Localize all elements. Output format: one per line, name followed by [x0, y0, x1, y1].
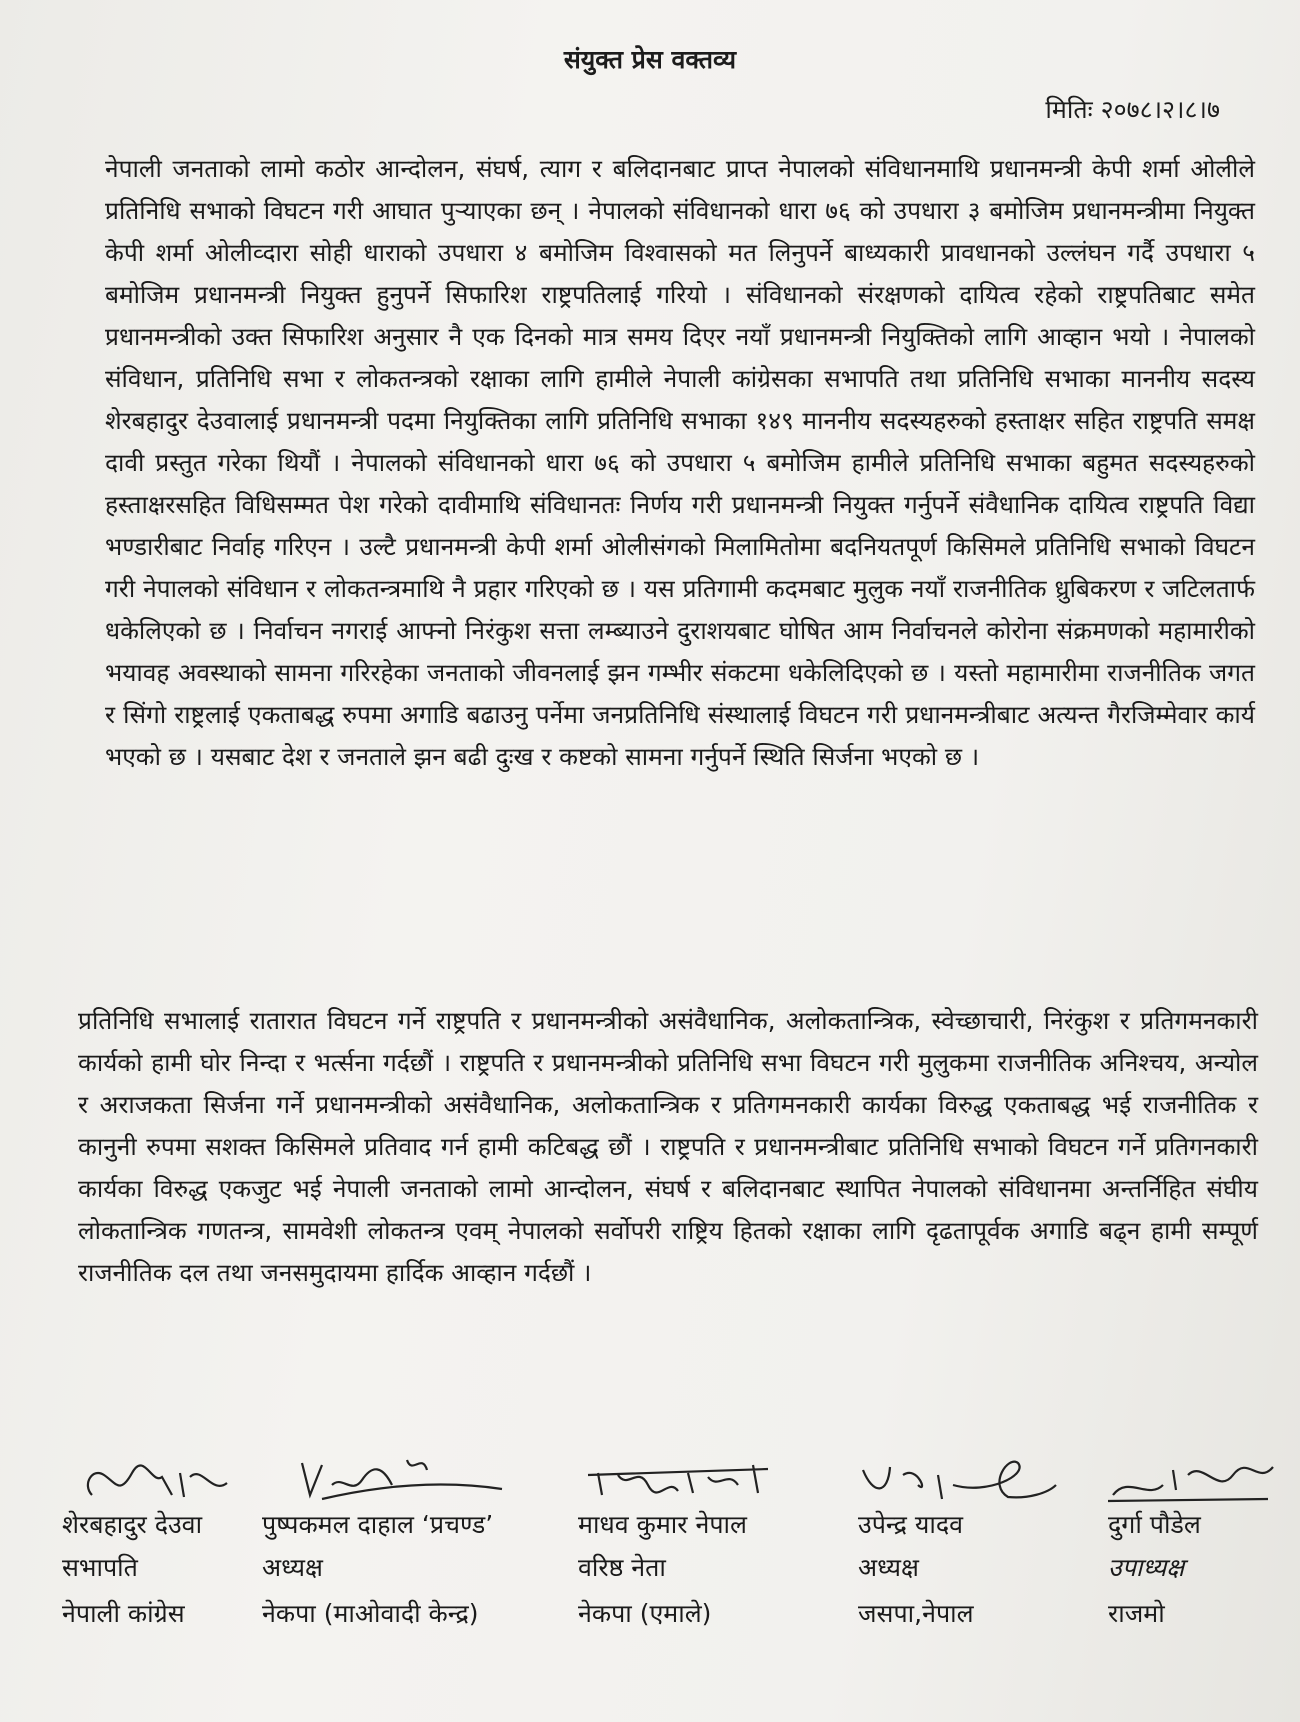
signature-5-icon: [1108, 1455, 1278, 1505]
signatory-3: [578, 1455, 808, 1637]
signature-2-icon: [262, 1455, 582, 1505]
document-title: संयुक्त प्रेस वक्तव्य: [563, 45, 737, 74]
signature-1-icon: [62, 1455, 252, 1505]
signatory-3-role: वरिष्ठ नेता: [578, 1553, 666, 1582]
signatory-4-role: अध्यक्ष: [858, 1553, 919, 1582]
signatory-3-org: नेकपा (एमाले): [578, 1599, 712, 1628]
signatory-4-name: उपेन्द्र यादव: [858, 1510, 963, 1539]
signatory-5-role: उपाध्यक्ष: [1108, 1553, 1185, 1582]
paragraph-1: नेपाली जनताको लामो कठोर आन्दोलन, संघर्ष, त्याग र बलिदानबाट प्राप्त नेपालको संविधानमाथि प्रधानमन्त्री केपी शर्मा ओलीले प्रतिनिधि सभाको विघटन गरी आघात पुर्‍याएका छन् । नेपालको संविधानको धारा ७६ को उपधारा ३ बमोजिम प्रधानमन्त्रीमा नियुक्त केपी शर्मा ओलीव्दारा सोही धाराको उपधारा ४ बमोजिम विश्वासको मत लिनुपर्ने बाध्यकारी प्रावधानको उल्लंघन गर्दै उपधारा ५ बमोजिम प्रधानमन्त्री नियुक्त हुनुपर्ने सिफारिश राष्ट्रपतिलाई गरियो । संविधानको संरक्षणको दायित्व रहेको राष्ट्रपतिबाट समेत प्रधानमन्त्रीको उक्त सिफारिश अनुसार नै एक दिनको मात्र समय दिएर नयाँ प्रधानमन्त्री नियुक्तिको लागि आव्हान भयो । नेपालको संविधान, प्रतिनिधि सभा र लोकतन्त्रको रक्षाका लागि हामीले नेपाली कांग्रेसका सभापति तथा प्रतिनिधि सभाका माननीय सदस्य शेरबहादुर देउवालाई प्रधानमन्त्री पदमा नियुक्तिका लागि प्रतिनिधि सभाका १४९ माननीय सदस्यहरुको हस्ताक्षर सहित राष्ट्रपति समक्ष दावी प्रस्तुत गरेका थियौं । नेपालको संविधानको धारा ७६ को उपधारा ५ बमोजिम हामीले प्रतिनिधि सभाका बहुमत सदस्यहरुको हस्ताक्षरसहित विधिसम्मत पेश गरेको दावीमाथि संविधानतः निर्णय गरी प्रधानमन्त्री नियुक्त गर्नुपर्ने संवैधानिक दायित्व राष्ट्रपति विद्या भण्डारीबाट निर्वाह गरिएन । उल्टै प्रधानमन्त्री केपी शर्मा ओलीसंगको मिलामितोमा बदनियतपूर्ण किसिमले प्रतिनिधि सभाको विघटन गरी नेपालको संविधान र लोकतन्त्रमाथि नै प्रहार गरिएको छ । यस प्रतिगामी कदमबाट मुलुक नयाँ राजनीतिक ध्रुबिकरण र जटिलतार्फ धकेलिएको छ । निर्वाचन नगराई आफ्नो निरंकुश सत्ता लम्ब्याउने दुराशयबाट घोषित आम निर्वाचनले कोरोना संक्रमणको महामारीको भयावह अवस्थाको सामना गरिरहेका जनताको जीवनलाई झन गम्भीर संकटमा धकेलिदिएको छ । यस्तो महामारीमा राजनीतिक जगत र सिंगो राष्ट्रलाई एकताबद्ध रुपमा अगाडि बढाउनु पर्नेमा जनप्रतिनिधि संस्थालाई विघटन गरी प्रधानमन्त्रीबाट अत्यन्त गैरजिम्मेवार कार्य भएको छ । यसबाट देश र जनताले झन बढी दुःख र कष्टको सामना गर्नुपर्ने स्थिति सिर्जना भएको छ ।: [105, 154, 1255, 771]
signature-block: [0, 1455, 1300, 1715]
signatory-2-role: अध्यक्ष: [262, 1553, 323, 1582]
document-date: मितिः २०७८।२।८।७: [1045, 95, 1220, 124]
signatory-1-name: शेरबहादुर देउवा: [62, 1510, 203, 1539]
signatory-2-org: नेकपा (माओवादी केन्द्र): [262, 1599, 479, 1628]
signatory-5-org: राजमो: [1108, 1599, 1165, 1628]
signatory-2: [262, 1455, 582, 1637]
signatory-3-name: माधव कुमार नेपाल: [578, 1510, 747, 1539]
signatory-5-name: दुर्गा पौडेल: [1108, 1510, 1201, 1539]
paragraph-2: प्रतिनिधि सभालाई रातारात विघटन गर्ने राष्ट्रपति र प्रधानमन्त्रीको असंवैधानिक, अलोकतान्त्रिक, स्वेच्छाचारी, निरंकुश र प्रतिगमनकारी कार्यको हामी घोर निन्दा र भर्त्सना गर्दछौं । राष्ट्रपति र प्रधानमन्त्रीको प्रतिनिधि सभा विघटन गरी मुलुकमा राजनीतिक अनिश्चय, अन्योल र अराजकता सिर्जना गर्ने प्रधानमन्त्रीको असंवैधानिक, अलोकतान्त्रिक र प्रतिगमनकारी कार्यका विरुद्ध एकताबद्ध भई राजनीतिक र कानुनी रुपमा सशक्त किसिमले प्रतिवाद गर्न हामी कटिबद्ध छौं । राष्ट्रपति र प्रधानमन्त्रीबाट प्रतिनिधि सभाको विघटन गर्ने प्रतिगनकारी कार्यका विरुद्ध एकजुट भई नेपाली जनताको लामो आन्दोलन, संघर्ष र बलिदानबाट स्थापित नेपालको संविधानमा अन्तर्निहित संघीय लोकतान्त्रिक गणतन्त्र, सामवेशी लोकतन्त्र एवम् नेपालको सर्वोपरी राष्ट्रिय हितको रक्षाका लागि दृढतापूर्वक अगाडि बढ्न हामी सम्पूर्ण राजनीतिक दल तथा जनसमुदायमा हार्दिक आव्हान गर्दछौं ।: [78, 1006, 1258, 1287]
signatory-1: [62, 1455, 252, 1637]
signatory-4: [858, 1455, 1058, 1637]
signature-3-icon: [578, 1455, 808, 1505]
signatory-4-org: जसपा,नेपाल: [858, 1599, 974, 1628]
signatory-1-org: नेपाली कांग्रेस: [62, 1599, 185, 1628]
signature-4-icon: [858, 1455, 1058, 1505]
signatory-5: [1108, 1455, 1278, 1637]
signatory-1-role: सभापति: [62, 1553, 138, 1582]
signatory-2-name: पुष्पकमल दाहाल ‘प्रचण्ड’: [262, 1510, 494, 1539]
